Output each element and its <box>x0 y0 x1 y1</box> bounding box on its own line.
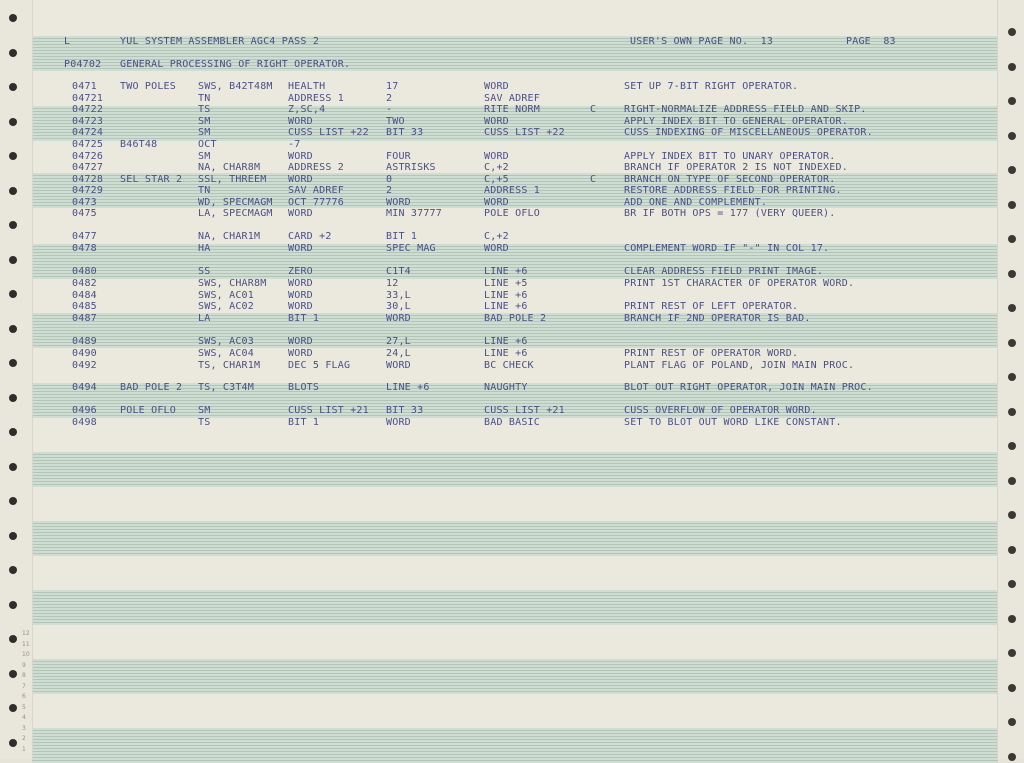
listing-row <box>0 290 1000 301</box>
feed-hole <box>1008 132 1016 140</box>
feed-hole <box>9 221 17 229</box>
row-op: SWS, AC04 <box>198 348 254 359</box>
row-operand: WORD <box>288 348 313 359</box>
row-operand: OCT 77776 <box>288 197 344 208</box>
row-b: CUSS LIST +22 <box>484 127 565 138</box>
feed-hole <box>9 394 17 402</box>
listing-row <box>0 336 1000 347</box>
row-operand: BIT 1 <box>288 417 320 428</box>
margin-number: 1 <box>22 745 26 753</box>
row-a: - <box>386 104 393 115</box>
listing-row <box>0 278 1000 289</box>
green-bar <box>32 659 998 694</box>
feed-hole <box>1008 201 1016 209</box>
row-operand: HEALTH <box>288 81 326 92</box>
row-op: SM <box>198 151 211 162</box>
row-comment: BLOT OUT RIGHT OPERATOR, JOIN MAIN PROC. <box>624 382 873 393</box>
row-b: LINE +6 <box>484 266 528 277</box>
row-loc: 0489 <box>72 336 97 347</box>
row-a: LINE +6 <box>386 382 430 393</box>
row-comment: PLANT FLAG OF POLAND, JOIN MAIN PROC. <box>624 360 855 371</box>
row-a: C1T4 <box>386 266 411 277</box>
listing-row <box>0 162 1000 173</box>
row-b: C,+5 <box>484 174 509 185</box>
row-op: TS <box>198 417 211 428</box>
listing-row <box>0 151 1000 162</box>
listing-row <box>0 382 1000 393</box>
row-b: WORD <box>484 116 509 127</box>
row-a: 2 <box>386 185 393 196</box>
row-a: 12 <box>386 278 399 289</box>
row-a: WORD <box>386 197 411 208</box>
row-flag: C <box>590 104 597 115</box>
row-operand: CARD +2 <box>288 231 332 242</box>
header-title: YUL SYSTEM ASSEMBLER AGC4 PASS 2 <box>120 36 320 47</box>
row-op: WD, SPECMAGM <box>198 197 273 208</box>
row-a: MIN 37777 <box>386 208 442 219</box>
row-b: WORD <box>484 81 509 92</box>
row-b: WORD <box>484 151 509 162</box>
row-loc: 04726 <box>72 151 104 162</box>
row-operand: WORD <box>288 301 313 312</box>
margin-number: 6 <box>22 693 26 700</box>
row-b: LINE +6 <box>484 336 528 347</box>
row-label: BAD POLE 2 <box>120 382 183 393</box>
row-a: FOUR <box>386 151 411 162</box>
row-op: SS <box>198 266 211 277</box>
feed-hole <box>1008 235 1016 243</box>
feed-hole <box>9 739 17 747</box>
listing-row <box>0 301 1000 312</box>
row-label: TWO POLES <box>120 81 176 92</box>
row-operand: WORD <box>288 278 313 289</box>
row-operand: BIT 1 <box>288 313 320 324</box>
feed-hole <box>1008 511 1016 519</box>
row-b: CUSS LIST +21 <box>484 405 565 416</box>
margin-number: 12 <box>22 630 30 637</box>
row-b: LINE +6 <box>484 290 528 301</box>
row-comment: PRINT REST OF LEFT OPERATOR. <box>624 301 799 312</box>
row-loc: 0482 <box>72 278 97 289</box>
header-line <box>0 36 1024 47</box>
feed-hole <box>9 670 17 678</box>
feed-hole <box>9 601 17 609</box>
margin-number: 10 <box>22 651 30 658</box>
row-op: SWS, B42T48M <box>198 81 273 92</box>
listing-row <box>0 185 1000 196</box>
feed-hole <box>1008 615 1016 623</box>
margin-number: 9 <box>22 661 26 669</box>
header-marker: L <box>64 36 71 47</box>
row-loc: 0473 <box>72 197 97 208</box>
row-b: NAUGHTY <box>484 382 528 393</box>
listing-row <box>0 266 1000 277</box>
row-loc: 0492 <box>72 360 97 371</box>
row-comment: BRANCH ON TYPE OF SECOND OPERATOR. <box>624 174 836 185</box>
margin-number: 7 <box>22 682 26 690</box>
feed-hole <box>1008 270 1016 278</box>
listing-row <box>0 93 1000 104</box>
row-b: BAD BASIC <box>484 417 540 428</box>
row-loc: 04728 <box>72 174 104 185</box>
feed-hole <box>9 256 17 264</box>
green-bar <box>32 728 998 763</box>
row-comment: APPLY INDEX BIT TO UNARY OPERATOR. <box>624 151 836 162</box>
row-b: WORD <box>484 197 509 208</box>
feed-hole <box>9 497 17 505</box>
feed-hole <box>9 566 17 574</box>
row-a: 2 <box>386 93 393 104</box>
listing-row <box>0 174 1000 185</box>
listing-row <box>0 139 1000 150</box>
row-operand: WORD <box>288 116 313 127</box>
row-comment: SET TO BLOT OUT WORD LIKE CONSTANT. <box>624 417 842 428</box>
row-loc: 04723 <box>72 116 104 127</box>
feed-hole <box>1008 649 1016 657</box>
right-tractor-margin <box>997 0 1024 759</box>
row-op: NA, CHAR1M <box>198 231 261 242</box>
feed-hole <box>1008 28 1016 36</box>
feed-hole <box>1008 304 1016 312</box>
row-operand: CUSS LIST +21 <box>288 405 369 416</box>
row-comment: CLEAR ADDRESS FIELD PRINT IMAGE. <box>624 266 824 277</box>
feed-hole <box>9 704 17 712</box>
users-page-number: USER'S OWN PAGE NO. 13 <box>630 36 774 47</box>
listing-row <box>0 116 1000 127</box>
row-loc: 04725 <box>72 139 104 150</box>
row-a: ASTRISKS <box>386 162 436 173</box>
row-label: SEL STAR 2 <box>120 174 183 185</box>
feed-hole <box>1008 684 1016 692</box>
row-a: 33,L <box>386 290 411 301</box>
row-a: BIT 33 <box>386 127 424 138</box>
section-id: P04702 <box>64 59 102 70</box>
feed-hole <box>9 14 17 22</box>
feed-hole <box>1008 718 1016 726</box>
row-loc: 04727 <box>72 162 104 173</box>
row-b: POLE OFLO <box>484 208 540 219</box>
row-operand: WORD <box>288 336 313 347</box>
row-comment: COMPLEMENT WORD IF "-" IN COL 17. <box>624 243 830 254</box>
listing-row <box>0 405 1000 416</box>
feed-hole <box>9 428 17 436</box>
listing-row <box>0 104 1000 115</box>
feed-hole <box>1008 166 1016 174</box>
row-b: RITE NORM <box>484 104 540 115</box>
row-comment: CUSS OVERFLOW OF OPERATOR WORD. <box>624 405 817 416</box>
row-label: B46T48 <box>120 139 158 150</box>
row-b: SAV ADREF <box>484 93 540 104</box>
feed-hole <box>9 635 17 643</box>
feed-hole <box>1008 442 1016 450</box>
row-operand: WORD <box>288 174 313 185</box>
listing-row <box>0 231 1000 242</box>
row-b: LINE +6 <box>484 348 528 359</box>
green-bar <box>32 590 998 625</box>
listing-row <box>0 313 1000 324</box>
row-loc: 0494 <box>72 382 97 393</box>
feed-hole <box>1008 97 1016 105</box>
row-operand: WORD <box>288 290 313 301</box>
row-op: SWS, AC01 <box>198 290 254 301</box>
row-operand: WORD <box>288 243 313 254</box>
listing-row <box>0 348 1000 359</box>
green-bar <box>32 452 998 487</box>
row-a: 17 <box>386 81 399 92</box>
row-comment: PRINT REST OF OPERATOR WORD. <box>624 348 799 359</box>
row-loc: 04729 <box>72 185 104 196</box>
row-comment: RESTORE ADDRESS FIELD FOR PRINTING. <box>624 185 842 196</box>
row-loc: 04722 <box>72 104 104 115</box>
row-operand: WORD <box>288 151 313 162</box>
row-comment: BRANCH IF 2ND OPERATOR IS BAD. <box>624 313 811 324</box>
feed-hole <box>9 463 17 471</box>
row-loc: 0487 <box>72 313 97 324</box>
row-loc: 0496 <box>72 405 97 416</box>
row-operand: Z,SC,4 <box>288 104 326 115</box>
row-comment: APPLY INDEX BIT TO GENERAL OPERATOR. <box>624 116 848 127</box>
margin-number: 11 <box>22 640 30 648</box>
row-label: POLE OFLO <box>120 405 176 416</box>
row-op: TS, CHAR1M <box>198 360 261 371</box>
row-op: TS <box>198 104 211 115</box>
listing-row <box>0 208 1000 219</box>
row-comment: CUSS INDEXING OF MISCELLANEOUS OPERATOR. <box>624 127 873 138</box>
row-loc: 0475 <box>72 208 97 219</box>
row-b: BAD POLE 2 <box>484 313 547 324</box>
row-loc: 0480 <box>72 266 97 277</box>
row-a: BIT 33 <box>386 405 424 416</box>
margin-number: 5 <box>22 703 26 711</box>
listing-row <box>0 127 1000 138</box>
row-a: WORD <box>386 313 411 324</box>
row-a: BIT 1 <box>386 231 418 242</box>
feed-hole <box>1008 408 1016 416</box>
row-a: WORD <box>386 360 411 371</box>
listing-row <box>0 81 1000 92</box>
row-comment: BRANCH IF OPERATOR 2 IS NOT INDEXED. <box>624 162 848 173</box>
margin-number: 4 <box>22 714 26 721</box>
row-a: 27,L <box>386 336 411 347</box>
row-op: HA <box>198 243 211 254</box>
listing-row <box>0 360 1000 371</box>
row-b: WORD <box>484 243 509 254</box>
row-op: SM <box>198 116 211 127</box>
row-comment: BR IF BOTH OPS = 177 (VERY QUEER). <box>624 208 836 219</box>
row-comment: PRINT 1ST CHARACTER OF OPERATOR WORD. <box>624 278 855 289</box>
feed-hole <box>1008 546 1016 554</box>
row-operand: SAV ADREF <box>288 185 344 196</box>
row-operand: BLOTS <box>288 382 320 393</box>
row-operand: WORD <box>288 208 313 219</box>
row-b: BC CHECK <box>484 360 534 371</box>
listing-row <box>0 197 1000 208</box>
row-op: OCT <box>198 139 217 150</box>
row-flag: C <box>590 174 597 185</box>
section-line <box>0 59 1024 70</box>
row-op: SWS, AC02 <box>198 301 254 312</box>
row-operand: DEC 5 FLAG <box>288 360 351 371</box>
row-op: TN <box>198 93 211 104</box>
feed-hole <box>9 325 17 333</box>
row-loc: 0477 <box>72 231 97 242</box>
row-operand: ZERO <box>288 266 313 277</box>
row-op: SWS, CHAR8M <box>198 278 267 289</box>
row-b: C,+2 <box>484 162 509 173</box>
feed-hole <box>1008 753 1016 761</box>
row-loc: 0485 <box>72 301 97 312</box>
feed-hole <box>9 532 17 540</box>
margin-number: 3 <box>22 724 26 732</box>
section-title: GENERAL PROCESSING OF RIGHT OPERATOR. <box>120 59 351 70</box>
row-b: LINE +6 <box>484 301 528 312</box>
row-comment: SET UP 7-BIT RIGHT OPERATOR. <box>624 81 799 92</box>
row-loc: 0471 <box>72 81 97 92</box>
row-loc: 0484 <box>72 290 97 301</box>
row-a: SPEC MAG <box>386 243 436 254</box>
margin-number: 8 <box>22 672 26 679</box>
row-a: 0 <box>386 174 393 185</box>
margin-number: 2 <box>22 735 26 742</box>
row-op: TN <box>198 185 211 196</box>
row-loc: 04724 <box>72 127 104 138</box>
listing-row <box>0 417 1000 428</box>
row-loc: 0490 <box>72 348 97 359</box>
row-operand: ADDRESS 2 <box>288 162 344 173</box>
row-op: SWS, AC03 <box>198 336 254 347</box>
row-op: NA, CHAR8M <box>198 162 261 173</box>
row-op: SM <box>198 405 211 416</box>
row-b: LINE +5 <box>484 278 528 289</box>
green-bar <box>32 521 998 556</box>
row-b: C,+2 <box>484 231 509 242</box>
row-op: LA <box>198 313 211 324</box>
feed-hole <box>1008 477 1016 485</box>
page-number: PAGE 83 <box>846 36 896 47</box>
row-operand: ADDRESS 1 <box>288 93 344 104</box>
row-op: LA, SPECMAGM <box>198 208 273 219</box>
row-comment: ADD ONE AND COMPLEMENT. <box>624 197 768 208</box>
feed-hole <box>1008 339 1016 347</box>
row-op: SSL, THREEM <box>198 174 267 185</box>
row-comment: RIGHT-NORMALIZE ADDRESS FIELD AND SKIP. <box>624 104 867 115</box>
row-op: SM <box>198 127 211 138</box>
row-operand: -7 <box>288 139 301 150</box>
row-loc: 04721 <box>72 93 104 104</box>
row-a: 30,L <box>386 301 411 312</box>
listing-row <box>0 243 1000 254</box>
row-b: ADDRESS 1 <box>484 185 540 196</box>
row-operand: CUSS LIST +22 <box>288 127 369 138</box>
row-op: TS, C3T4M <box>198 382 254 393</box>
row-loc: 0498 <box>72 417 97 428</box>
row-a: TWO <box>386 116 405 127</box>
feed-hole <box>1008 580 1016 588</box>
feed-hole <box>1008 373 1016 381</box>
row-a: 24,L <box>386 348 411 359</box>
row-loc: 0478 <box>72 243 97 254</box>
row-a: WORD <box>386 417 411 428</box>
